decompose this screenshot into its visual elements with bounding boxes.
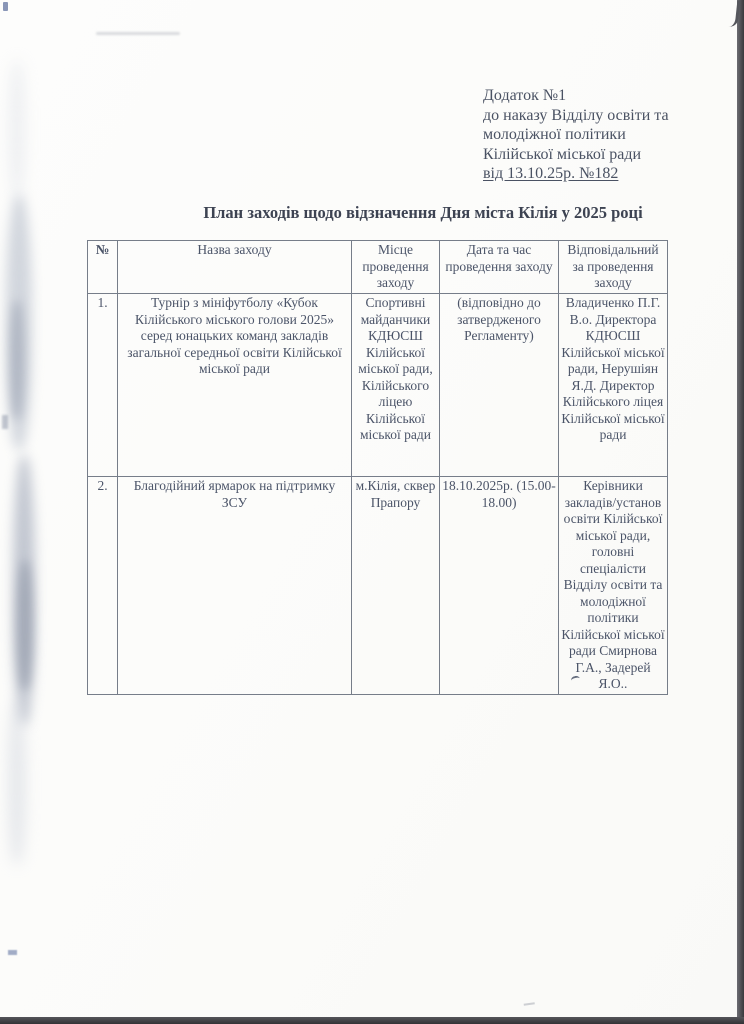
col-header-responsible: Відповідальний за проведення заходу (559, 241, 668, 294)
table-row (88, 477, 668, 695)
row-number-cell: 2. (88, 477, 118, 695)
event-datetime-cell: (відповідно до затвердженого Регламенту) (440, 294, 559, 477)
event-place-cell: Спортивні майданчики КДЮСШ Кілійської міської ради, Кілійського ліцею Кілійської міської ради (352, 294, 440, 477)
scan-smudge-left (9, 60, 25, 200)
annex-order-ref: до наказу Відділу освіти та (483, 106, 669, 124)
annex-order-ref: молодіжної політики (483, 126, 626, 143)
scan-smudge-left (6, 195, 32, 450)
scan-smudge-left (13, 455, 35, 725)
event-responsible-cell: Керівники закладів/установ освіти Кілійської міської ради, головні спеціалісти Відділу освіти та молодіжної політики Кілійської міської ради Смирнова Г.А., Задерей Я.О.. (559, 477, 668, 695)
annex-number: Додаток №1 (483, 87, 567, 104)
scan-smudge-left (10, 300, 24, 420)
scan-mark (8, 950, 17, 955)
table-header-row (88, 241, 668, 294)
events-plan-table (87, 240, 668, 695)
table-row (88, 294, 668, 477)
annex-order-ref: Кілійської міської ради (483, 145, 642, 163)
event-name-cell: Турнір з мініфутболу «Кубок Кілійського міського голови 2025» серед юнацьких команд закладів загальної середньої освіти Кілійської міської ради (118, 294, 352, 477)
event-name-cell: Благодійний ярмарок на підтримку ЗСУ (118, 477, 352, 695)
col-header-event-name: Назва заходу (118, 241, 352, 294)
scan-mark (2, 415, 8, 429)
event-place-cell: м.Кілія, сквер Прапору (352, 477, 440, 695)
row-number-cell: 1. (88, 294, 118, 477)
col-header-place: Місце проведення заходу (352, 241, 440, 294)
col-header-num: № (88, 241, 118, 294)
scan-edge-bottom (0, 1017, 744, 1024)
col-header-datetime: Дата та час проведення заходу (440, 241, 559, 294)
scan-mark (3, 2, 8, 11)
event-datetime-cell: 18.10.2025р. (15.00-18.00) (440, 477, 559, 695)
annex-header (483, 86, 728, 184)
page-title: План заходів щодо відзначення Дня міста Кілія у 2025 році (203, 203, 643, 222)
scan-mark (524, 1002, 536, 1009)
scan-smudge-left (17, 560, 33, 690)
scan-edge-right (737, 0, 744, 1024)
scan-smudge-left (8, 700, 26, 865)
scan-mark (96, 32, 180, 35)
annex-order-date: від 13.10.25р. №182 (483, 165, 619, 182)
event-responsible-cell: Владиченко П.Г. В.о. Директора КДЮСШ Кілійської міської ради, Нерушіян Я.Д. Директор Кілійського ліцея Кілійської міської ради (559, 294, 668, 477)
